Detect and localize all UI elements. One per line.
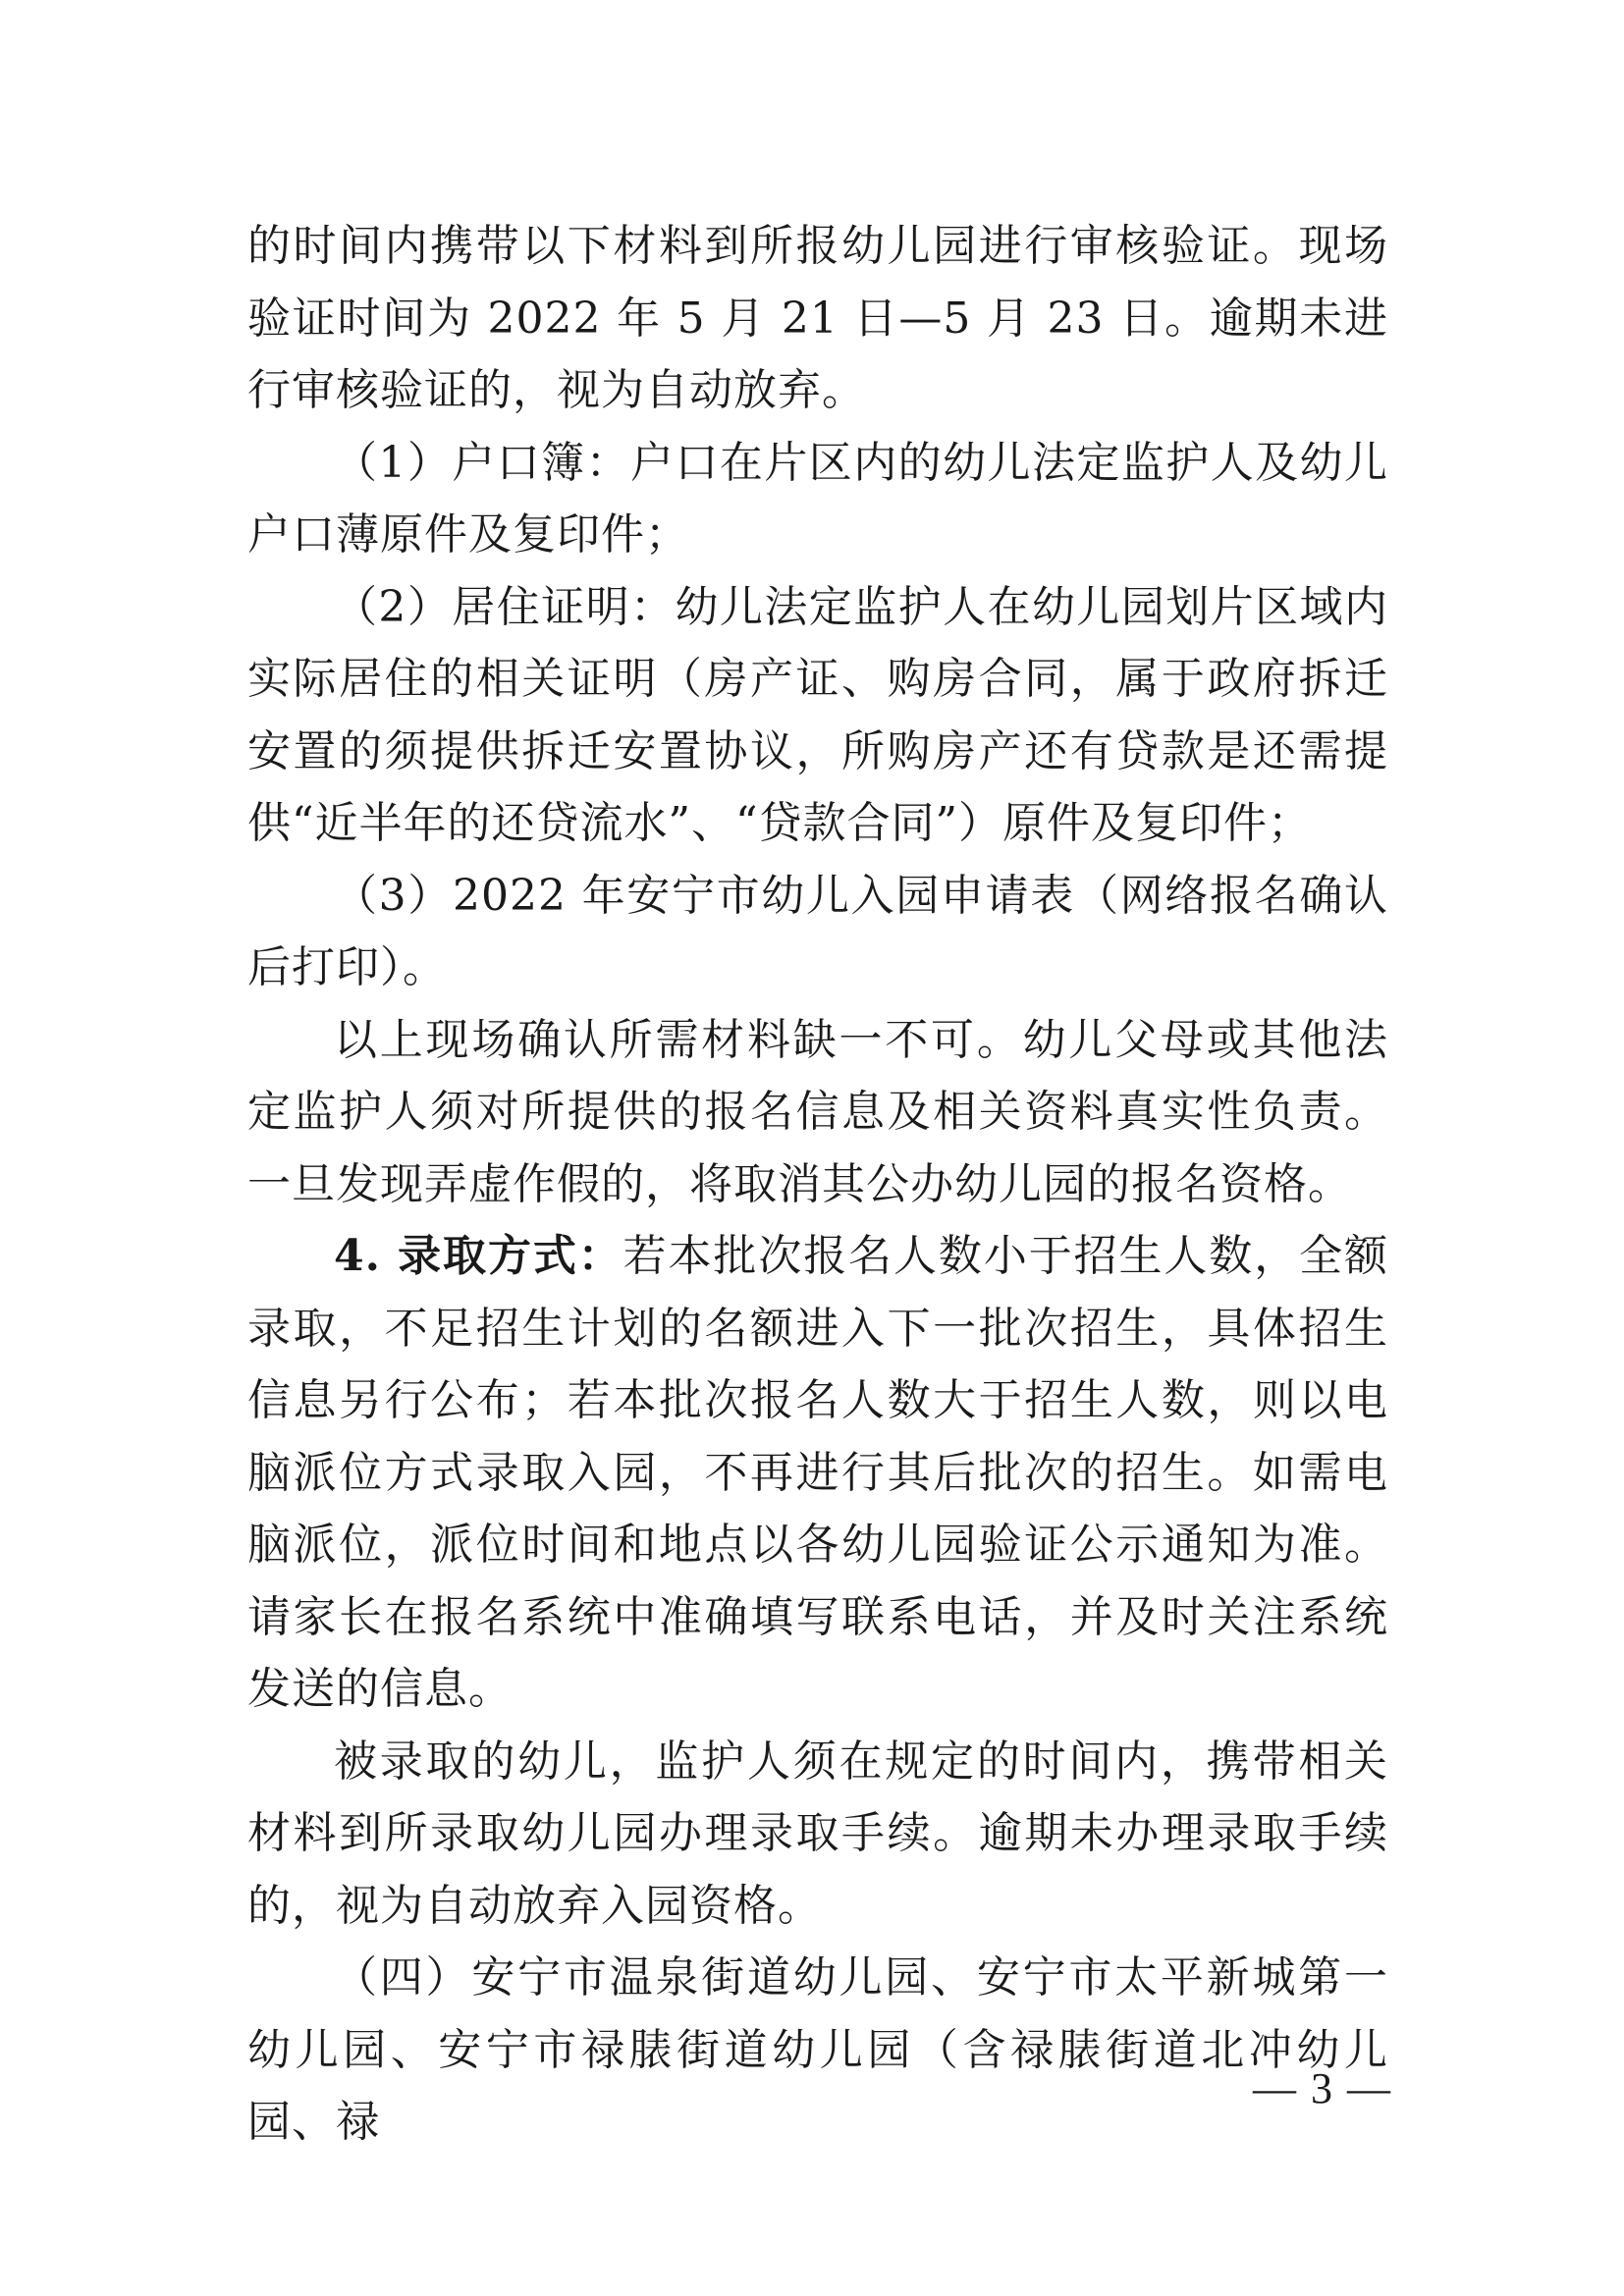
paragraph-5 [247, 1220, 1388, 1726]
paragraph-6: 被录取的幼儿，监护人须在规定的时间内，携带相关材料到所录取幼儿园办理录取手续。逾期未办理录取手续的，视为自动放弃入园资格。 [247, 1735, 1388, 1931]
document-body [247, 210, 1388, 2159]
paragraph-0: 的时间内携带以下材料到所报幼儿园进行审核验证。现场验证时间为 2022 年 5 月 21 日—5 月 23 日。逾期未进行审核验证的，视为自动放弃。 [247, 221, 1388, 415]
paragraph-3: （3）2022 年安宁市幼儿入园申请表（网络报名确认后打印）。 [247, 870, 1388, 992]
section-heading-admission-method: 4. 录取方式： [334, 1231, 623, 1281]
page-number: — 3 — [1253, 2064, 1392, 2112]
paragraph-4: 以上现场确认所需材料缺一不可。幼儿父母或其他法定监护人须对所提供的报名信息及相关资料真实性负责。一旦发现弄虚作假的，将取消其公办幼儿园的报名资格。 [247, 1014, 1388, 1209]
paragraph-1: （1）户口簿：户口在片区内的幼儿法定监护人及幼儿户口薄原件及复印件； [247, 437, 1388, 560]
paragraph-5-text: 若本批次报名人数小于招生人数，全额录取，不足招生计划的名额进入下一批次招生，具体招生信息另行公布；若本批次报名人数大于招生人数，则以电脑派位方式录取入园，不再进行其后批次的招生。如需电脑派位，派位时间和地点以各幼儿园验证公示通知为准。请家长在报名系统中准确填写联系电话，并及时关注系统发送的信息。 [247, 1231, 1388, 1714]
paragraph-2: （2）居住证明：幼儿法定监护人在幼儿园划片区域内实际居住的相关证明（房产证、购房合同，属于政府拆迁安置的须提供拆迁安置协议，所购房产还有贷款是还需提供“近半年的还贷流水”、“贷款合同”）原件及复印件； [247, 581, 1388, 848]
paragraph-7: （四）安宁市温泉街道幼儿园、安宁市太平新城第一幼儿园、安宁市禄脿街道幼儿园（含禄脿街道北冲幼儿园、禄 [247, 1952, 1388, 2147]
